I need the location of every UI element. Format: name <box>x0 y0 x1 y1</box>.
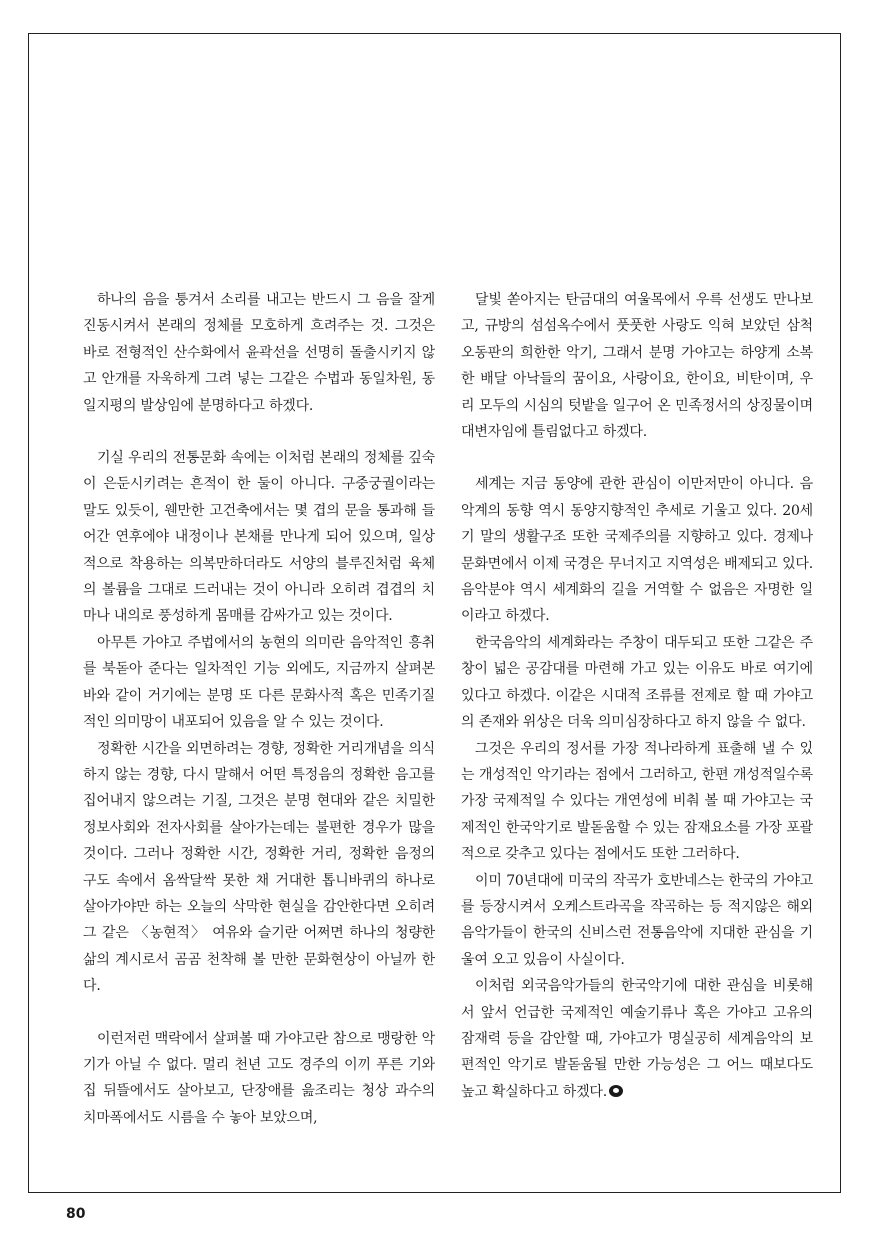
paragraph: 그것은 우리의 정서를 가장 적나라하게 표출해 낼 수 있는 개성적인 악기라는 점에서 그러하고, 한편 개성적일수록 가장 국제적일 수 있다는 개연성에 비춰 볼 때 가야고는 국제적인 한국악기로 발돋움할 수 있는 잠재요소를 가장 포괄적으로 갖추고 있다는 점에서도 또한 그러하다. <box>461 740 813 863</box>
paragraph: 세계는 지금 동양에 관한 관심이 이만저만이 아니다. 음악계의 동향 역시 동양지향적인 추세로 기울고 있다. 20세기 말의 생활구조 또한 국제주의를 지향하고 있다. 경제나 문화면에서 이제 국경은 무너지고 지역성은 배제되고 있다. 음악분야 역시 세계화의 길을 거역할 수 없음은 자명한 일이라고 하겠다. <box>461 476 813 625</box>
paragraph: 기실 우리의 전통문화 속에는 이처럼 본래의 정체를 깊숙이 은둔시키려는 흔적이 한 둘이 아니다. 구중궁궐이라는 말도 있듯이, 웬만한 고건축에서는 몇 겹의 문을 통과해 들어간 연후에야 내정이나 본채를 만나게 되어 있으며, 일상적으로 착용하는 의복만하더라도 서양의 블루진처럼 육체의 볼륨을 그대로 드러내는 것이 아니라 오히려 겹겹의 치마나 내의로 풍성하게 몸매를 감싸가고 있는 것이다. <box>83 450 435 625</box>
paragraph-final <box>461 973 813 1105</box>
article-end-icon <box>609 1085 623 1097</box>
page-number: 80 <box>66 1206 86 1222</box>
left-text-column <box>83 287 435 1131</box>
paragraph: 정확한 시간을 외면하려는 경향, 정확한 거리개념을 의식하지 않는 경향, 다시 말해서 어떤 특정음의 정확한 음고를 집어내지 않으려는 기질, 그것은 분명 현대와 같은 치밀한 정보사회와 전자사회를 살아가는데는 불편한 경우가 많을 것이다. 그러나 정확한 시간, 정확한 거리, 정확한 음정의 구도 속에서 옴싹달싹 못한 채 거대한 톱니바퀴의 하나로 살아가야만 하는 오늘의 삭막한 현실을 감안한다면 오히려 그 같은 〈농현적〉 여유와 슬기란 어쩌면 하나의 청량한 삶의 계시로서 곰곰 천착해 볼 만한 문화현상이 아닐까 한다. <box>83 740 435 995</box>
right-text-column <box>461 287 813 1105</box>
paragraph-final-text: 이처럼 외국음악가들의 한국악기에 대한 관심을 비롯해서 앞서 언급한 국제적인 예술기류나 혹은 가야고 고유의 잠재력 등을 감안할 때, 가야고가 명실공히 세계음악의 보편적인 악기로 발돋움될 만한 가능성은 그 어느 때보다도 높고 확실하다고 하겠다. <box>461 978 813 1100</box>
paragraph: 이런저런 맥락에서 살펴볼 때 가야고란 참으로 맹랑한 악기가 아닐 수 없다. 멀리 천년 고도 경주의 이끼 푸른 기와집 뒤뜰에서도 살아보고, 단장애를 읊조리는 청상 과수의 치마폭에서도 시름을 수 놓아 보았으며, <box>83 1030 435 1126</box>
paragraph: 달빛 쏟아지는 탄금대의 여울목에서 우륵 선생도 만나보고, 규방의 섬섬옥수에서 풋풋한 사랑도 익혀 보았던 삼척 오동판의 희한한 악기, 그래서 분명 가야고는 하양게 소복한 배달 아낙들의 꿈이요, 사랑이요, 한이요, 비탄이며, 우리 모두의 시심의 텃밭을 일구어 온 민족정서의 상징물이며 대변자임에 틀림없다고 하겠다. <box>461 292 813 441</box>
paragraph: 한국음악의 세계화라는 주창이 대두되고 또한 그같은 주창이 넓은 공감대를 마련해 가고 있는 이유도 바로 여기에 있다고 하겠다. 이같은 시대적 조류를 전제로 할 때 가야고의 존재와 위상은 더욱 의미심장하다고 하지 않을 수 없다. <box>461 634 813 731</box>
paragraph: 하나의 음을 퉁겨서 소리를 내고는 반드시 그 음을 잘게 진동시켜서 본래의 정체를 모호하게 흐려주는 것. 그것은 바로 전형적인 산수화에서 윤곽선을 선명히 돌출시키지 않고 안개를 자욱하게 그려 넣는 그같은 수법과 동일차원, 동일지평의 발상임에 분명하다고 하겠다. <box>83 292 435 414</box>
paragraph: 이미 70년대에 미국의 작곡가 호반네스는 한국의 가야고를 등장시켜서 오케스트라곡을 작곡하는 등 적지않은 해외 음악가들이 한국의 신비스런 전통음악에 지대한 관심을 기울여 오고 있음이 사실이다. <box>461 872 813 968</box>
paragraph: 아무튼 가야고 주법에서의 농현의 의미란 음악적인 흥취를 북돋아 준다는 일차적인 기능 외에도, 지금까지 살펴본 바와 같이 거기에는 분명 또 다른 문화사적 혹은 민족기질적인 의미망이 내포되어 있음을 알 수 있는 것이다. <box>83 634 435 731</box>
